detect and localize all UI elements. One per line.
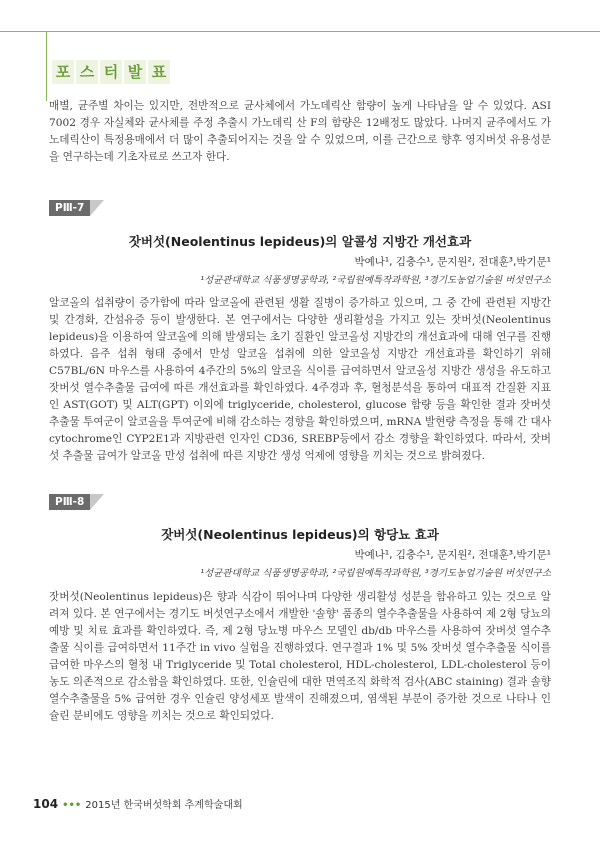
section-char: 포 [52,60,74,84]
abstract-tag [49,200,107,216]
abstract-title: 잣버섯(Neolentinus lepideus)의 알콜성 지방간 개선효과 [128,234,472,249]
abstract-tag [49,494,107,510]
abstract-tag-label: PⅢ-7 [49,200,90,216]
tag-decoration [90,494,104,510]
footer-dots: ••• [62,800,82,811]
section-title [52,60,172,84]
abstract-affiliation: ¹성균관대학교 식품생명공학과, ²국립원예특작과학원, ³경기도농업기술원 버섯연구소 [200,568,551,579]
abstract-title: 잣버섯(Neolentinus lepideus)의 항당뇨 효과 [161,527,439,542]
header-vertical-rule [46,31,47,101]
abstract-body: 알코올의 섭취량이 증가함에 따라 알코올에 관련된 생활 질병이 증가하고 있으며, 그 중 간에 관련된 지방간 및 간경화, 간섬유증 등이 발생한다. 본 연구에서는 다양한 생리활성을 가지고 있는 잣버섯(Neolentinus lepideus)을 이용하여 알코올에 의해 발생되는 초기 질환인 알코올성 지방간의 개선효과에 대해 연구를 진행하였다. 음주 섭취 형태 중에서 만성 알코올 섭취에 의한 알코올성 지방간 개선효과를 확인하기 위해 C57BL/6N 마우스를 사용하여 4주간의 5%의 알코올 식이를 급여하면서 알코올성 지방간 생성을 유도하고 잣버섯 열수추출물 급여에 따른 개선효과를 확인하였다. 4주경과 후, 혈청분석을 통하여 대표적 간질환 지표인 AST(GOT) 및 ALT(GPT) 이외에 triglyceride, cholesterol, glucose 함량 등을 확인한 결과 잣버섯 추출물 투여군이 알코올을 투여군에 비해 감소하는 경향을 확인하였으며, mRNA 발현량 측정을 통해 간 대사 cytochrome인 CYP2E1과 지방관련 인자인 CD36, SREBP등에서 감소 경향을 확인하였다. 따라서, 잣버섯 추출물 급여가 알코올 만성 섭취에 따른 지방간 생성 억제에 영향을 끼치는 것으로 밝혀졌다. [49,297,551,462]
abstract-tag-label: PⅢ-8 [49,494,90,510]
footer-text: 2015년 한국버섯학회 추계학술대회 [85,800,243,811]
intro-paragraph: 매별, 균주별 차이는 있지만, 전반적으로 균사체에서 가노데릭산 함량이 높게 나타남을 알 수 있었다. ASI 7002 경우 자실체와 균사체를 주정 추출시 가노데릭 산 F의 함량은 12배정도 많았다. 나머지 균주에서도 가노데릭산이 특정용매에서 더 많이 추출되어지는 것을 알 수 있었으며, 이를 근간으로 향후 영지버섯 유용성분을 연구하는데 기초자료로 쓰고자 한다. [49,100,551,163]
tag-decoration [90,200,104,216]
section-char: 스 [76,60,98,84]
abstract-affiliation: ¹성균관대학교 식품생명공학과, ²국립원예특작과학원, ³경기도농업기술원 버섯연구소 [200,275,551,286]
header-rule [0,31,600,32]
section-char: 터 [100,60,122,84]
section-char: 표 [148,60,170,84]
section-char: 발 [124,60,146,84]
page-number: 104 [33,797,59,811]
abstract-authors: 박예나¹, 김충수¹, 문지원², 전대훈³,박기문¹ [354,549,551,561]
page-footer [33,796,243,811]
abstract-authors: 박예나¹, 김충수¹, 문지원², 전대훈³,박기문¹ [354,256,551,268]
abstract-body: 잣버섯(Neolentinus lepideus)은 향과 식감이 뛰어나며 다양한 생리활성 성분을 함유하고 있는 것으로 알려져 있다. 본 연구에서는 경기도 버섯연구소에서 개발한 '솔향' 품종의 열수추출물을 사용하여 제 2형 당뇨의 예방 및 치료 효과를 확인하였다. 즉, 제 2형 당뇨병 마우스 모델인 db/db 마우스를 사용하여 잣버섯 열수추출물 식이를 급여하면서 11주간 in vivo 실험을 진행하였다. 연구결과 1% 및 5% 잣버섯 열수추출물 식이를 급여한 마우스의 혈청 내 Triglyceride 및 Total cholesterol, HDL-cholesterol, LDL-cholesterol 등이 농도 의존적으로 감소함을 확인하였다. 또한, 인슐린에 대한 면역조직 화학적 검사(ABC staining) 결과 솔향 열수추출물을 5% 급여한 경우 인슐린 양성세포 발색이 진해졌으며, 염색된 부분이 증가한 것으로 나타나 인슐린 분비에도 영향을 끼치는 것으로 확인되었다. [49,591,551,722]
